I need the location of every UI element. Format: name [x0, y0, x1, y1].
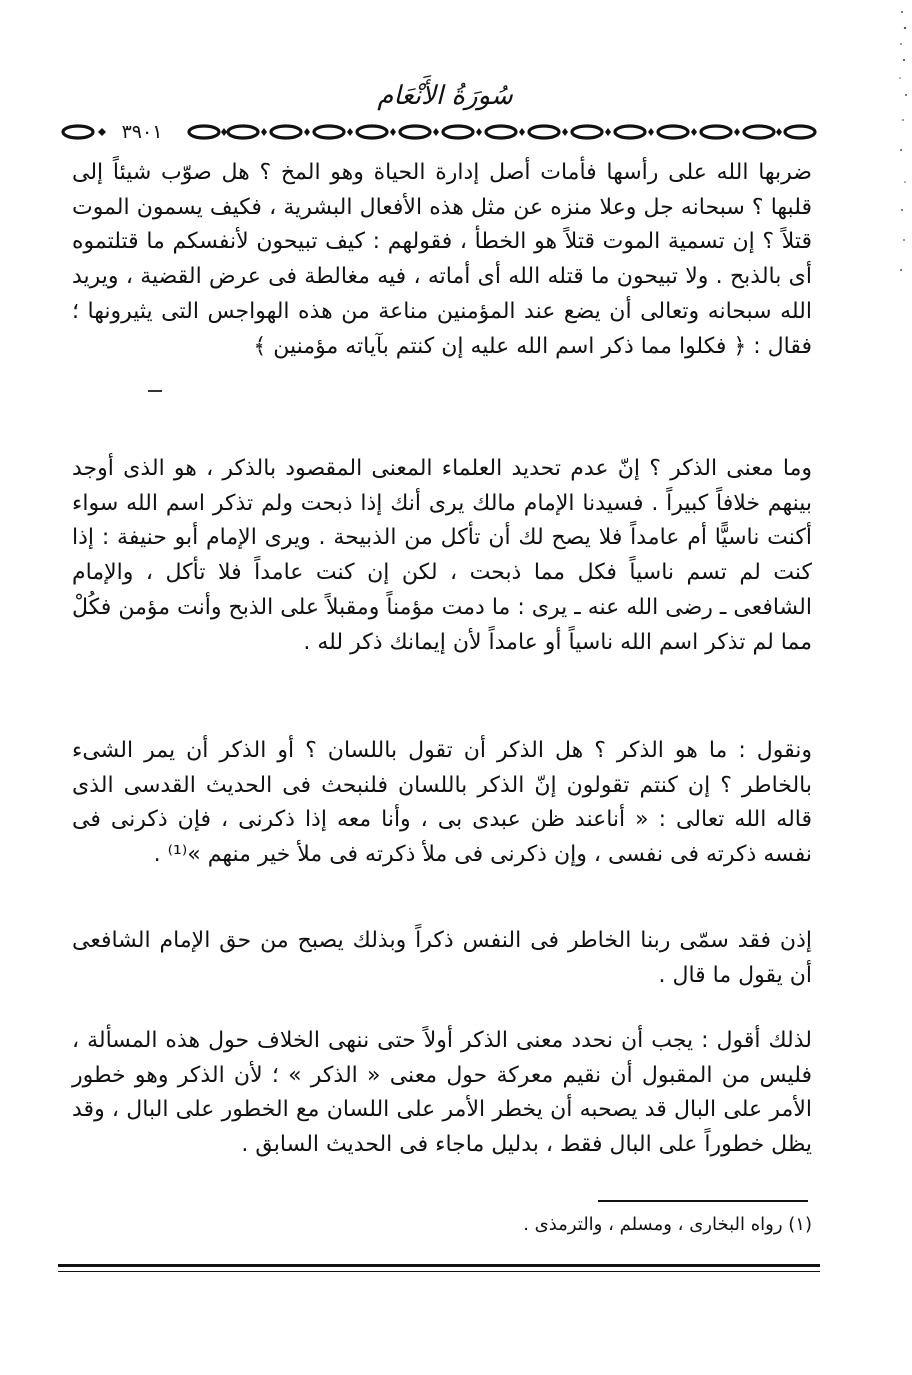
paragraph-2-text: وما معنى الذكر ؟ إنّ عدم تحديد العلماء المعنى المقصود بالذكر ، هو الذى أوجد بينهم خلافاً كبيراً . فسيدنا الإمام مالك يرى أنك إذا ذبحت ولم تذكر اسم الله سواء أكنت ناسيًّا أم عامداً فلا يصح لك أن تأكل من الذبيحة . ويرى الإمام أبو حنيفة : إذا كنت لم تسم ناسياً فكل مما ذبحت ، لكن إن كنت عامداً فلا تأكل ، والإمام الشافعى ـ رضى الله عنه ـ يرى : ما دمت مؤمناً ومقبلاً على الذبح وأنت مؤمن فكُلْ مما لم تذكر اسم الله ناسياً أو عامداً لأن إيمانك ذكر لله .	[72, 456, 812, 655]
chain-ornament-icon	[58, 118, 818, 146]
ornamental-header-border	[58, 118, 818, 146]
paragraph-5-text: لذلك أقول : يجب أن نحدد معنى الذكر أولاً حتى ننهى الخلاف حول هذه المسألة ، فليس من المقبول أن نقيم معركة حول معنى « الذكر » ؛ لأن الذكر وهو خطور الأمر على البال قد يصحبه أن يخطر الأمر على اللسان مع الخطور على البال ، وقد يظل خطوراً على البال فقط ، بدليل ماجاء فى الحديث السابق .	[72, 1028, 812, 1158]
paragraph-4	[72, 924, 812, 993]
paragraph-5	[72, 1024, 812, 1163]
paragraph-3	[72, 734, 812, 873]
paragraph-3-text: ونقول : ما هو الذكر ؟ هل الذكر أن تقول باللسان ؟ أو الذكر أن يمر الشىء بالخاطر ؟ إن كنتم تقولون إنّ الذكر باللسان فلنبحث فى الحديث القدسى الذى قاله الله تعالى : « أناعند ظن عبدى بى ، وأنا معه إذا ذكرنى ، فإن ذكرنى فى نفسه ذكرته فى نفسى ، وإن ذكرنى فى ملأ ذكرته فى ملأ خير منهم »⁽¹⁾ .	[72, 738, 812, 868]
scan-edge-noise-icon	[894, 0, 912, 300]
paragraph-1-text: ضربها الله على رأسها فأمات أصل إدارة الحياة وهو المخ ؟ هل صوّب شيئاً إلى قلبها ؟ سبحانه جل وعلا منزه عن مثل هذه الأفعال البشرية ، فكيف يسمون الموت قتلاً ؟ إن تسمية الموت قتلاً هو الخطأ ، فقولهم : كيف تبيحون لأنفسكم ما قتلتموه أى بالذبح . ولا تبيحون ما قتله الله أى أماته ، فيه مغالطة فى عرض القضية ، ويريد الله سبحانه وتعالى أن يضع عند المؤمنين مناعة من هذه الهواجس التى يثيرونها ؛ فقال : ﴿ فكلوا مما ذكر اسم الله عليه إن كنتم بآياته مؤمنين ﴾	[72, 160, 812, 359]
paragraph-1	[72, 156, 812, 364]
paragraph-4-text: إذن فقد سمّى ربنا الخاطر فى النفس ذكراً وبذلك يصبح من حق الإمام الشافعى أن يقول ما قال .	[72, 928, 812, 988]
bottom-border-thin	[58, 1271, 820, 1272]
paragraph-2	[72, 452, 812, 660]
bottom-border-thick	[58, 1264, 820, 1267]
footnote: (١) رواه البخارى ، ومسلم ، والترمذى .	[523, 1214, 812, 1235]
page-number: ٣٩٠١	[112, 118, 172, 146]
footnote-divider	[598, 1200, 808, 1202]
print-mark	[148, 390, 162, 392]
surah-title: سُورَةُ الأَنْعَام	[377, 81, 513, 111]
